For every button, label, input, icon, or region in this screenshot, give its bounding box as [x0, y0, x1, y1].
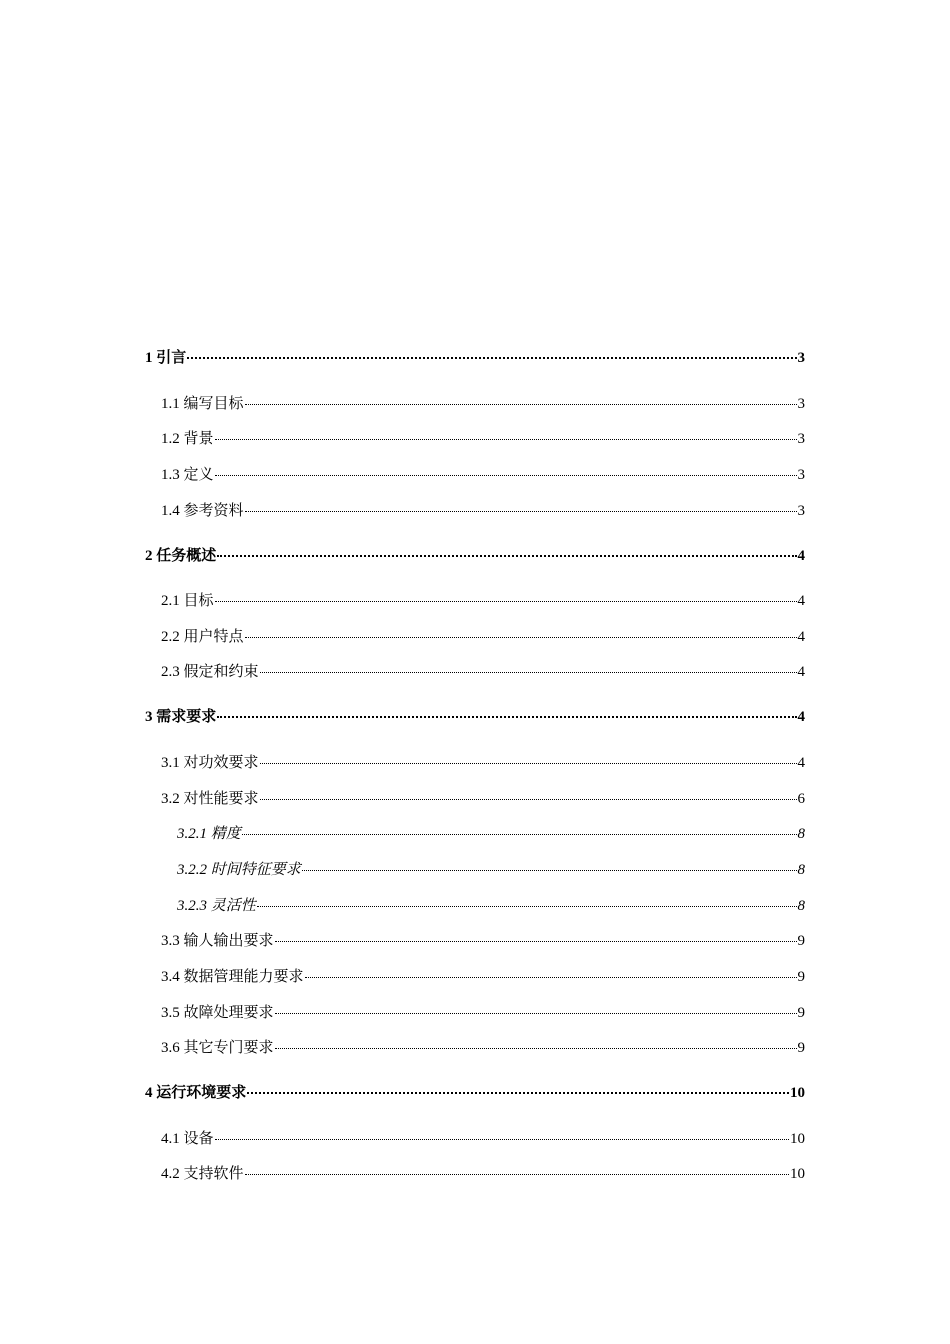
toc-dot-leader	[302, 870, 797, 871]
toc-entry-label: 3.4 数据管理能力要求	[161, 969, 304, 985]
toc-page-number: 8	[797, 898, 805, 914]
toc-page-number: 8	[797, 862, 805, 878]
toc-page-number: 10	[790, 1131, 805, 1147]
toc-entry-1-1[interactable]	[161, 394, 805, 414]
toc-entry-1-2[interactable]	[161, 429, 805, 449]
toc-entry-3-2[interactable]	[161, 789, 805, 809]
toc-entry-2-3[interactable]	[161, 662, 805, 682]
toc-entry-label: 3.2.2 时间特征要求	[177, 862, 301, 878]
toc-entry-2-1[interactable]	[161, 591, 805, 611]
toc-entry-label: 1.2 背景	[161, 431, 214, 447]
toc-entry-label: 4 运行环境要求	[145, 1085, 247, 1101]
toc-dot-leader	[257, 906, 797, 907]
toc-dot-leader	[245, 404, 797, 405]
toc-entry-label: 3.2.1 精度	[177, 826, 241, 842]
toc-dot-leader	[245, 511, 797, 512]
toc-dot-leader	[305, 977, 797, 978]
toc-dot-leader	[217, 716, 796, 718]
toc-dot-leader	[242, 834, 797, 835]
toc-dot-leader	[247, 1092, 789, 1094]
toc-page-number: 9	[797, 1005, 805, 1021]
toc-entry-label: 4.2 支持软件	[161, 1166, 244, 1182]
toc-entry-3-2-3[interactable]	[177, 896, 805, 916]
toc-entry-1-4[interactable]	[161, 501, 805, 521]
toc-entry-label: 3 需求要求	[145, 709, 217, 725]
toc-entry-3-2-2[interactable]	[177, 860, 805, 880]
toc-dot-leader	[245, 637, 797, 638]
toc-entry-3-6[interactable]	[161, 1038, 805, 1058]
toc-entry-label: 1.1 编写目标	[161, 396, 244, 412]
toc-entry-label: 4.1 设备	[161, 1131, 214, 1147]
toc-entry-2[interactable]	[145, 546, 805, 566]
toc-entry-1[interactable]	[145, 348, 805, 368]
toc-dot-leader	[275, 1048, 797, 1049]
toc-dot-leader	[187, 357, 796, 359]
toc-page-number: 8	[797, 826, 805, 842]
toc-entry-4-1[interactable]	[161, 1129, 805, 1149]
toc-dot-leader	[260, 799, 797, 800]
toc-entry-label: 1.3 定义	[161, 467, 214, 483]
toc-page-number: 9	[797, 1040, 805, 1056]
toc-page-number: 3	[797, 503, 805, 519]
toc-page-number: 3	[797, 350, 805, 366]
toc-entry-4-2[interactable]	[161, 1164, 805, 1184]
toc-page-number: 6	[797, 791, 805, 807]
toc-page-number: 10	[790, 1166, 805, 1182]
toc-entry-3-3[interactable]	[161, 931, 805, 951]
toc-page-number: 10	[790, 1085, 805, 1101]
toc-entry-3-4[interactable]	[161, 967, 805, 987]
toc-dot-leader	[215, 1139, 789, 1140]
toc-page-number: 3	[797, 467, 805, 483]
toc-page-number: 3	[797, 396, 805, 412]
toc-entry-label: 1 引言	[145, 350, 187, 366]
toc-entry-label: 2.1 目标	[161, 593, 214, 609]
toc-dot-leader	[275, 941, 797, 942]
toc-entry-label: 3.2 对性能要求	[161, 791, 259, 807]
toc-page-number: 3	[797, 431, 805, 447]
toc-entry-3[interactable]	[145, 707, 805, 727]
toc-entry-label: 2 任务概述	[145, 548, 217, 564]
toc-page-number: 9	[797, 933, 805, 949]
toc-entry-label: 3.6 其它专门要求	[161, 1040, 274, 1056]
toc-entry-label: 1.4 参考资料	[161, 503, 244, 519]
toc-entry-label: 3.2.3 灵活性	[177, 898, 256, 914]
toc-entry-4[interactable]	[145, 1083, 805, 1103]
toc-dot-leader	[260, 672, 797, 673]
toc-dot-leader	[260, 763, 797, 764]
toc-entry-3-5[interactable]	[161, 1003, 805, 1023]
toc-entry-label: 3.1 对功效要求	[161, 755, 259, 771]
toc-dot-leader	[275, 1013, 797, 1014]
toc-dot-leader	[215, 475, 797, 476]
toc-entry-3-2-1[interactable]	[177, 824, 805, 844]
toc-entry-1-3[interactable]	[161, 465, 805, 485]
toc-dot-leader	[217, 555, 796, 557]
toc-entry-label: 3.5 故障处理要求	[161, 1005, 274, 1021]
toc-entry-3-1[interactable]	[161, 753, 805, 773]
toc-page-number: 4	[797, 664, 805, 680]
toc-dot-leader	[215, 439, 797, 440]
toc-entry-2-2[interactable]	[161, 627, 805, 647]
toc-page-number: 4	[797, 593, 805, 609]
toc-entry-label: 2.2 用户特点	[161, 629, 244, 645]
toc-page-number: 4	[797, 709, 805, 725]
toc-page-number: 4	[797, 548, 805, 564]
toc-dot-leader	[215, 601, 797, 602]
toc-dot-leader	[245, 1174, 789, 1175]
toc-entry-label: 3.3 输人输出要求	[161, 933, 274, 949]
toc-page-number: 4	[797, 629, 805, 645]
toc-page-number: 4	[797, 755, 805, 771]
toc-entry-label: 2.3 假定和约束	[161, 664, 259, 680]
toc-page-number: 9	[797, 969, 805, 985]
